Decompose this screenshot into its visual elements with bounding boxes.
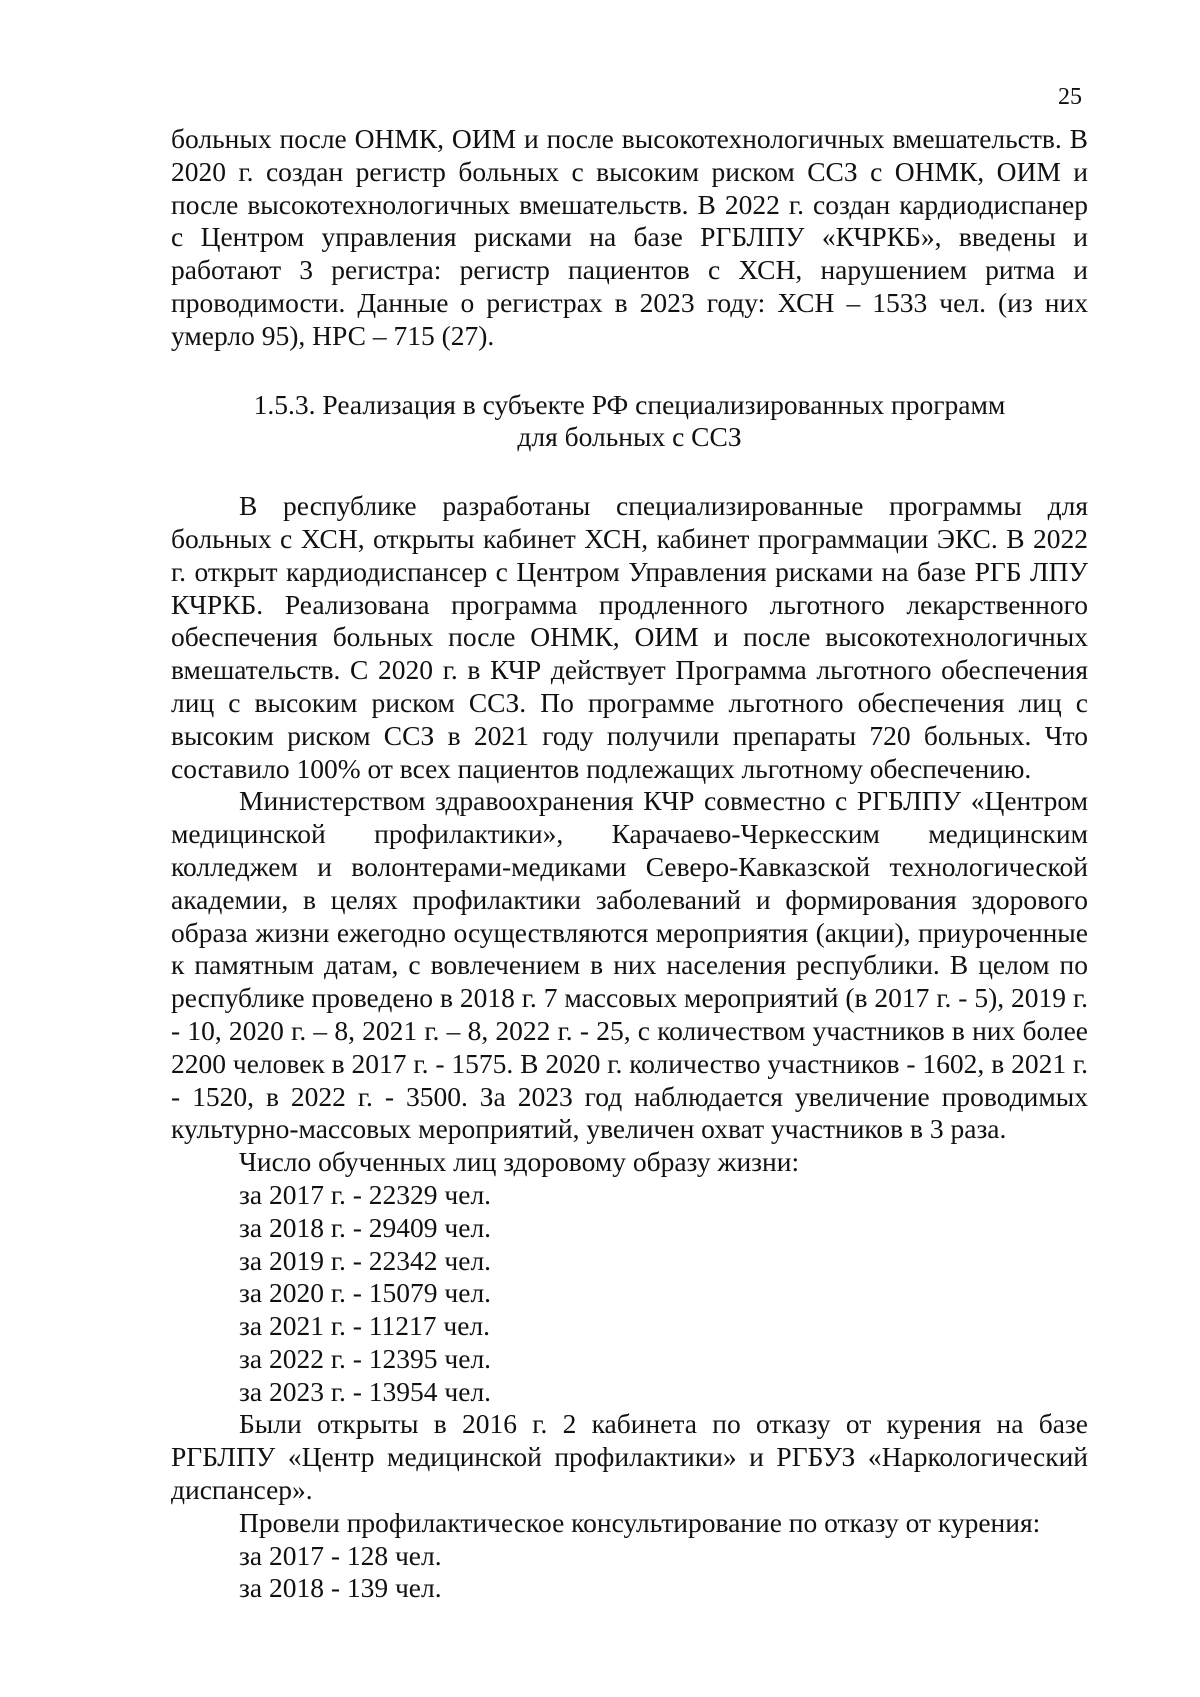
page-number: 25 <box>1058 84 1082 110</box>
trained-list-intro: Число обученных лиц здоровому образу жизни: <box>239 1146 800 1178</box>
smoking-cabinets-paragraph: Были открыты в 2016 г. 2 кабинета по отказу от курения на базе РГБЛПУ «Центр медицинской профилактики» и РГБУЗ «Наркологический диспансер». <box>171 1408 1088 1506</box>
section-heading-line-2: для больных с ССЗ <box>517 421 742 453</box>
list-item: за 2021 г. - 11217 чел. <box>239 1310 491 1342</box>
trained-list <box>171 1179 1088 1409</box>
section-heading <box>171 389 1088 455</box>
list-item: за 2018 г. - 29409 чел. <box>239 1211 492 1243</box>
list-item: за 2019 г. - 22342 чел. <box>239 1244 492 1276</box>
list-item: за 2017 г. - 22329 чел. <box>239 1178 492 1210</box>
page-content <box>171 123 1088 1605</box>
list-item: за 2018 - 139 чел. <box>239 1572 442 1604</box>
smoking-list <box>171 1540 1088 1606</box>
events-paragraph: Министерством здравоохранения КЧР совместно с РГБЛПУ «Центром медицинской профилактики», Карачаево-Черкесским медицинским колледжем и волонтерами-медиками Северо-Кавказской технологической академии, в целях профилактики заболеваний и формирования здорового образа жизни ежегодно осуществляются мероприятия (акции), приуроченные к памятным датам, с вовлечением в них населения республики. В целом по республике проведено в 2018 г. 7 массовых мероприятий (в 2017 г. - 5), 2019 г. - 10, 2020 г. – 8, 2021 г. – 8, 2022 г. - 25, с количеством участников в них более 2200 человек в 2017 г. - 1575. В 2020 г. количество участников - 1602, в 2021 г. - 1520, в 2022 г. - 3500. За 2023 год наблюдается увеличение проводимых культурно-массовых мероприятий, увеличен охват участников в 3 раза. <box>171 785 1088 1145</box>
programs-paragraph: В республике разработаны специализированные программы для больных с ХСН, открыты кабинет ХСН, кабинет программации ЭКС. В 2022 г. открыт кардиодиспансер с Центром Управления рисками на базе РГБ ЛПУ КЧРКБ. Реализована программа продленного льготного лекарственного обеспечения больных после ОНМК, ОИМ и после высокотехнологичных вмешательств. С 2020 г. в КЧР действует Программа льготного обеспечения лиц с высоким риском ССЗ. По программе льготного обеспечения лиц с высоким риском ССЗ в 2021 году получили препараты 720 больных. Что составило 100% от всех пациентов подлежащих льготному обеспечению. <box>171 490 1088 784</box>
list-item: за 2020 г. - 15079 чел. <box>239 1277 492 1309</box>
intro-paragraph: больных после ОНМК, ОИМ и после высокотехнологичных вмешательств. В 2020 г. создан регистр больных с высоким риском ССЗ с ОНМК, ОИМ и после высокотехнологичных вмешательств. В 2022 г. создан кардиодиспанер с Центром управления рисками на базе РГБЛПУ «КЧРКБ», введены и работают 3 регистра: регистр пациентов с ХСН, нарушением ритма и проводимости. Данные о регистрах в 2023 году: ХСН – 1533 чел. (из них умерло 95), НРС – 715 (27). <box>171 123 1088 351</box>
list-item: за 2022 г. - 12395 чел. <box>239 1342 492 1374</box>
list-item: за 2017 - 128 чел. <box>239 1539 442 1571</box>
section-heading-line-1: 1.5.3. Реализация в субъекте РФ специализированных программ <box>253 388 1006 420</box>
list-item: за 2023 г. - 13954 чел. <box>239 1375 492 1407</box>
smoking-list-intro: Провели профилактическое консультирование по отказу от курения: <box>239 1506 1041 1538</box>
